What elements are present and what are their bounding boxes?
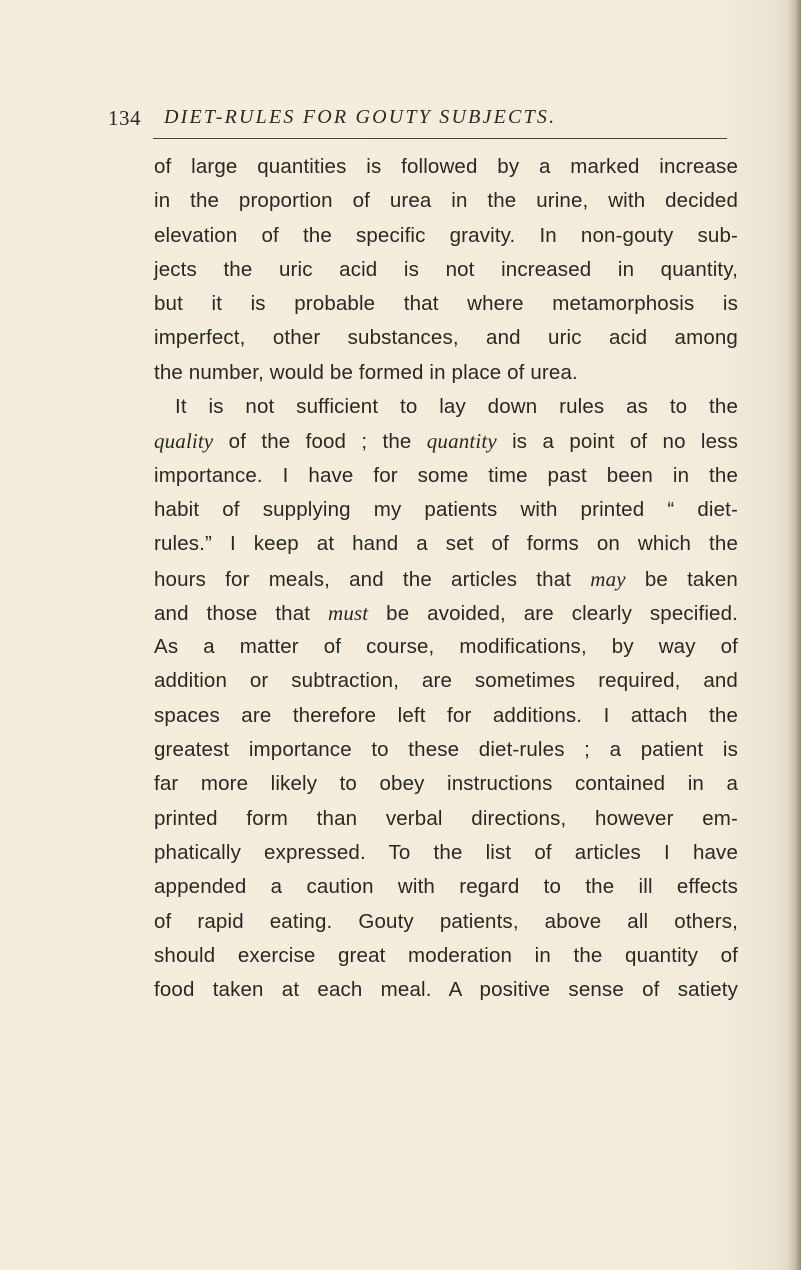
text-segment: food taken at each meal. A positive sense of satiety [154,978,738,1002]
text-segment: of rapid eating. Gouty patients, above all others, [154,909,738,933]
text-line [154,973,738,1007]
text-segment: appended a caution with regard to the ill effects [154,875,738,899]
text-line [154,767,738,801]
text-line [154,356,738,390]
text-segment: As a matter of course, modifications, by way of [154,635,738,659]
text-segment: jects the uric acid is not increased in quantity, [154,257,738,281]
text-segment: greatest importance to these diet-rules ; a patient is [154,738,738,762]
text-line [154,424,738,458]
text-segment: be taken [625,567,738,591]
text-line [154,699,738,733]
text-segment: but it is probable that where metamorphosis is [154,292,738,316]
text-line [154,459,738,493]
text-segment: importance. I have for some time past been in the [154,463,738,487]
text-segment: rules.” I keep at hand a set of forms on which the [154,532,738,556]
text-line [154,802,738,836]
text-line [154,219,738,253]
text-line [154,321,738,355]
text-line [154,527,738,561]
page-number: 134 [108,106,141,130]
page-edge-shadow [787,0,801,1270]
text-segment: far more likely to obey instructions contained in a [154,772,738,796]
text-line [154,150,738,184]
text-line [154,562,738,596]
text-segment: spaces are therefore left for additions. I attach the [154,703,738,727]
text-line [154,596,738,630]
text-segment: be avoided, are clearly specified. [368,601,738,625]
text-line [154,836,738,870]
text-line [154,664,738,698]
text-line [154,287,738,321]
italic-word: quantity [426,429,497,454]
running-head: DIET-RULES FOR GOUTY SUBJECTS. [164,106,557,128]
text-line [154,390,738,424]
text-segment: in the proportion of urea in the urine, with decided [154,189,738,213]
text-segment: is a point of no less [496,430,738,454]
text-line [154,630,738,664]
text-segment: of large quantities is followed by a marked increase [154,155,738,178]
text-segment: should exercise great moderation in the quantity of [154,943,738,967]
text-segment: addition or subtraction, are sometimes required, and [154,669,738,693]
italic-word: may [590,566,626,591]
text-segment: phatically expressed. To the list of articles I have [154,840,738,864]
text-segment: of the food ; the [213,430,427,454]
italic-word: must [328,600,369,625]
body-text [154,150,738,1007]
text-line [154,184,738,218]
text-line [154,939,738,973]
text-line [154,733,738,767]
text-segment: hours for meals, and the articles that [154,567,591,591]
text-segment: imperfect, other substances, and uric acid among [154,326,738,350]
text-segment: habit of supplying my patients with printed “ diet- [154,497,738,521]
text-segment: elevation of the specific gravity. In non-gouty sub- [154,223,738,247]
text-line [154,493,738,527]
text-segment: the number, would be formed in place of urea. [154,360,578,384]
text-line [154,905,738,939]
text-segment: and those that [154,601,328,625]
italic-word: quality [154,429,214,454]
text-segment: printed form than verbal directions, however em- [154,806,738,830]
page-header [108,96,708,136]
header-rule [153,138,727,139]
text-segment: It is not sufficient to lay down rules as to the [175,395,738,419]
text-line [154,870,738,904]
text-line [154,253,738,287]
